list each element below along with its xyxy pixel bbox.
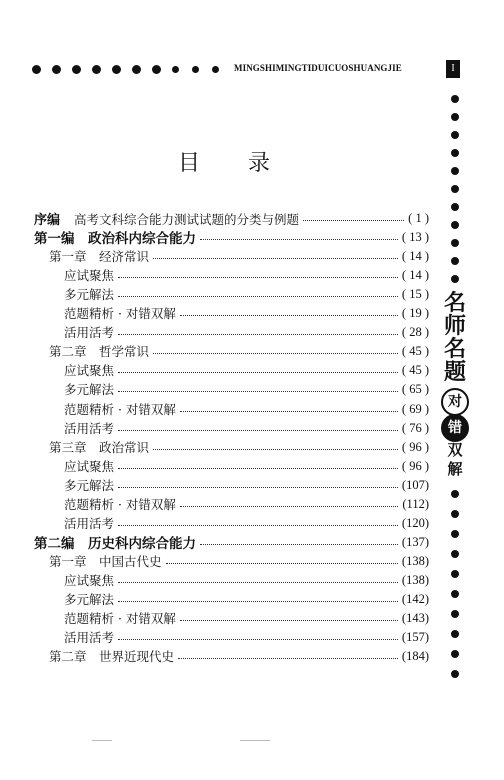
toc-label — [34, 209, 299, 228]
toc-page-number: ( 76 ) — [401, 420, 429, 435]
side-dot — [451, 203, 459, 211]
toc-page-number: ( 1 ) — [408, 210, 429, 225]
toc-page-number: (137) — [401, 534, 429, 549]
scan-artifact — [92, 740, 112, 741]
toc-entry[interactable] — [64, 628, 429, 646]
toc-page-number: (112) — [402, 496, 429, 511]
side-dot — [451, 570, 459, 578]
toc-label: 范题精析 · 对错双解 — [64, 402, 176, 417]
side-dot — [451, 550, 459, 558]
dot-leader — [118, 517, 398, 526]
header-dot — [172, 66, 179, 73]
side-dot — [451, 167, 459, 175]
toc-label: 应试聚焦 — [64, 459, 115, 474]
dot-leader — [200, 231, 398, 240]
side-dot — [451, 185, 459, 193]
toc-page-number: (138) — [401, 572, 429, 587]
toc-label: 范题精析 · 对错双解 — [64, 611, 176, 626]
running-head: MINGSHIMINGTIDUICUOSHUANGJIE — [234, 63, 402, 73]
side-dot — [451, 490, 459, 498]
toc-label: 活用活考 — [64, 516, 115, 531]
toc-label: 多元解法 — [64, 478, 115, 493]
toc-entry[interactable] — [64, 457, 429, 475]
toc-page-number: ( 14 ) — [401, 248, 429, 263]
toc-label: 第二编 历史科内综合能力 — [34, 536, 196, 552]
toc-entry[interactable] — [64, 609, 429, 627]
header-dot — [192, 66, 199, 73]
toc-entry[interactable] — [49, 438, 429, 456]
header-dot — [92, 65, 101, 74]
dot-leader — [118, 269, 398, 278]
side-dot — [451, 257, 459, 265]
header-dot — [212, 66, 219, 73]
dot-leader — [180, 498, 398, 507]
dot-leader — [153, 250, 398, 259]
toc-label: 第一章 经济常识 — [49, 249, 150, 264]
toc-entry[interactable] — [64, 304, 429, 322]
toc-entry[interactable] — [49, 342, 429, 360]
page-title: 目录 — [178, 151, 319, 176]
toc-entry[interactable] — [64, 361, 429, 379]
toc-page-number: (142) — [401, 591, 429, 606]
dot-leader — [166, 555, 398, 564]
header-dot — [32, 65, 41, 74]
toc-label: 应试聚焦 — [64, 573, 115, 588]
toc-page-number: (138) — [401, 553, 429, 568]
side-dot — [451, 221, 459, 229]
side-dot — [451, 275, 459, 283]
dot-leader — [118, 460, 398, 469]
toc-part-key: 序编 — [34, 212, 61, 228]
side-dot — [451, 95, 459, 103]
toc-entry[interactable] — [64, 476, 429, 494]
side-dot — [451, 530, 459, 538]
toc-page-number: (107) — [401, 477, 429, 492]
toc-entry[interactable] — [64, 514, 429, 532]
header-dot — [52, 65, 61, 74]
toc-label: 活用活考 — [64, 325, 115, 340]
toc-label: 第一编 政治科内综合能力 — [34, 231, 196, 247]
banner-char-2: 师 — [443, 314, 466, 339]
side-dot — [451, 610, 459, 618]
toc-label: 多元解法 — [64, 592, 115, 607]
side-dot — [451, 630, 459, 638]
toc-entry[interactable] — [64, 266, 429, 284]
dot-leader — [118, 422, 398, 431]
dot-leader — [118, 364, 398, 373]
dot-leader — [303, 212, 404, 221]
toc-label: 第三章 政治常识 — [49, 440, 150, 455]
dot-leader — [200, 536, 398, 545]
toc-entry[interactable] — [64, 495, 429, 513]
toc-label: 第二章 世界近现代史 — [49, 649, 175, 664]
toc-page-number: ( 65 ) — [401, 381, 429, 396]
toc-page-number: (157) — [401, 629, 429, 644]
toc-page-number: ( 14 ) — [401, 267, 429, 282]
toc-label: 活用活考 — [64, 630, 115, 645]
banner-char-4: 题 — [443, 360, 466, 385]
toc-page-number: (120) — [401, 515, 429, 530]
toc-label: 活用活考 — [64, 421, 115, 436]
toc-page-number: ( 15 ) — [401, 286, 429, 301]
dot-leader — [118, 574, 398, 583]
toc-page-number: ( 45 ) — [401, 362, 429, 377]
toc-entry[interactable] — [64, 380, 429, 398]
banner-char-jie: 解 — [447, 460, 463, 478]
side-dot — [451, 149, 459, 157]
toc-entry[interactable] — [34, 228, 429, 246]
banner-char-shuang: 双 — [447, 441, 463, 459]
side-dot — [451, 650, 459, 658]
banner-circle-dui: 对 — [441, 388, 469, 416]
toc-label: 第一章 中国古代史 — [49, 554, 162, 569]
side-dot — [451, 590, 459, 598]
toc-page-number: ( 28 ) — [401, 324, 429, 339]
toc-entry[interactable] — [49, 647, 429, 665]
dot-leader — [153, 345, 398, 354]
toc-page-number: ( 96 ) — [401, 458, 429, 473]
dot-leader — [118, 383, 398, 392]
dot-leader — [153, 441, 398, 450]
header-dot — [72, 65, 81, 74]
banner-char-1: 名 — [443, 291, 466, 316]
dot-leader — [180, 612, 398, 621]
dot-leader — [118, 479, 398, 488]
header-dot — [112, 65, 121, 74]
toc-label: 范题精析 · 对错双解 — [64, 497, 176, 512]
toc-label: 第二章 哲学常识 — [49, 344, 150, 359]
toc-label: 应试聚焦 — [64, 268, 115, 283]
toc-entry[interactable] — [64, 571, 429, 589]
header-dot — [132, 65, 141, 74]
toc-label: 多元解法 — [64, 287, 115, 302]
toc-page-number: ( 45 ) — [401, 343, 429, 358]
scan-artifact — [240, 740, 270, 741]
side-dot — [451, 131, 459, 139]
toc-entry[interactable] — [34, 533, 429, 551]
toc-page-number: (184) — [401, 648, 429, 663]
toc-page-number: (143) — [401, 610, 429, 625]
page-marker: I — [446, 60, 460, 78]
toc-page-number: ( 19 ) — [401, 305, 429, 320]
toc-label: 应试聚焦 — [64, 363, 115, 378]
toc-entry[interactable] — [64, 419, 429, 437]
dot-leader — [118, 288, 398, 297]
dot-leader — [178, 650, 398, 659]
toc-page-number: ( 96 ) — [401, 439, 429, 454]
banner-circle-cuo: 错 — [441, 414, 469, 442]
header-dot — [152, 65, 161, 74]
toc-entry[interactable] — [64, 285, 429, 303]
toc-entry[interactable] — [34, 209, 429, 227]
toc-entry[interactable] — [49, 247, 429, 265]
toc-page-number: ( 69 ) — [401, 401, 429, 416]
banner-char-3: 名 — [443, 337, 466, 362]
dot-leader — [180, 307, 398, 316]
dot-leader — [180, 403, 398, 412]
side-dot — [451, 239, 459, 247]
toc-label: 范题精析 · 对错双解 — [64, 306, 176, 321]
toc-entry[interactable] — [64, 590, 429, 608]
toc-entry[interactable] — [64, 323, 429, 341]
dot-leader — [118, 326, 398, 335]
side-dot — [451, 510, 459, 518]
toc-entry[interactable] — [64, 400, 429, 418]
toc-page-number: ( 13 ) — [401, 229, 429, 244]
dot-leader — [118, 593, 398, 602]
toc-label-text: 高考文科综合能力测试试题的分类与例题 — [74, 211, 300, 227]
toc-entry[interactable] — [49, 552, 429, 570]
dot-leader — [118, 631, 398, 640]
side-dot — [451, 670, 459, 678]
toc-label: 多元解法 — [64, 382, 115, 397]
side-dot — [451, 113, 459, 121]
